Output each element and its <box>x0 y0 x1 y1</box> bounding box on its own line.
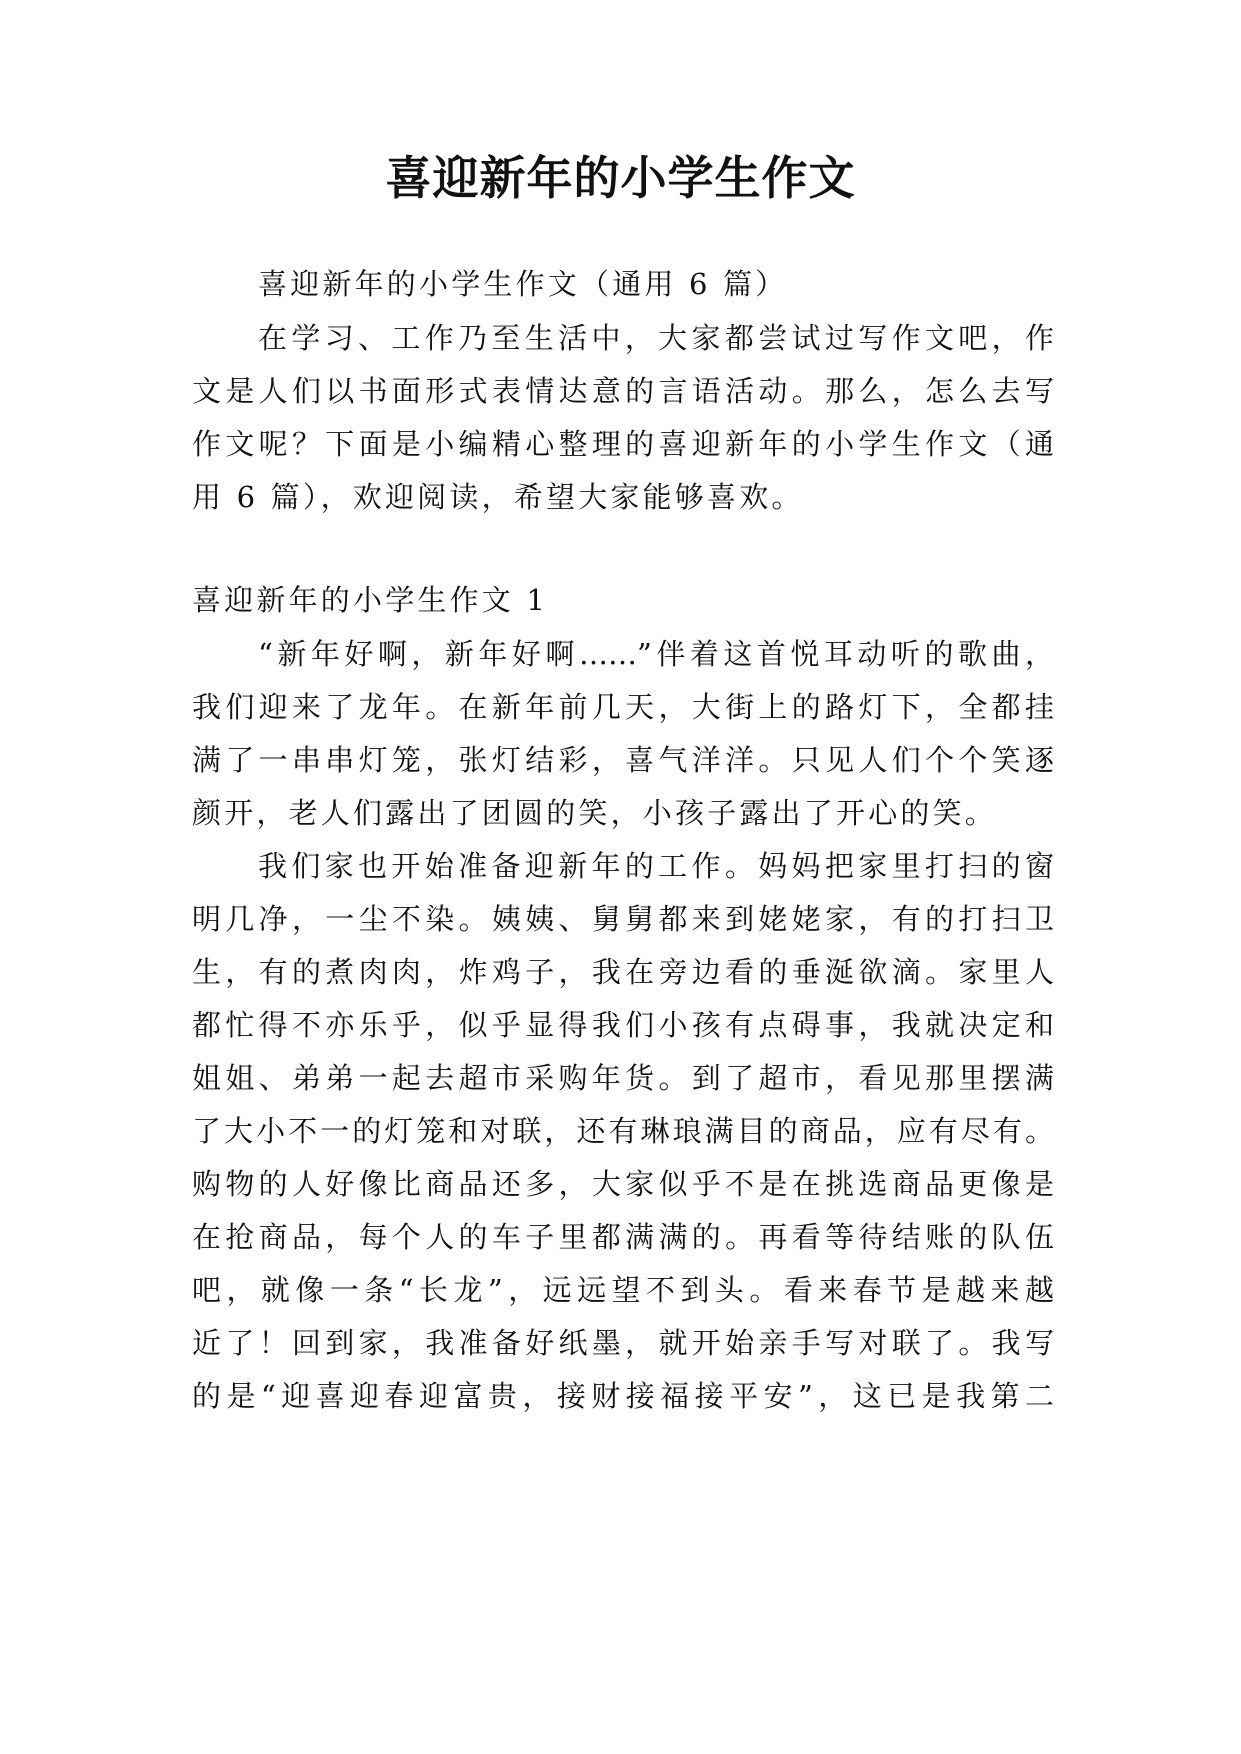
paragraph-line: 在抢商品，每个人的车子里都满满的。再看等待结账的队伍 <box>192 1220 1054 1254</box>
paragraph-line: 购物的人好像比商品还多，大家似乎不是在挑选商品更像是 <box>192 1167 1054 1201</box>
document-title: 喜迎新年的小学生作文 <box>385 151 856 205</box>
paragraph-line: “新年好啊，新年好啊……”伴着这首悦耳动听的歌曲， <box>258 637 1054 671</box>
intro-line: 作文呢？下面是小编精心整理的喜迎新年的小学生作文（通 <box>192 427 1054 461</box>
paragraph-line: 姐姐、弟弟一起去超市采购年货。到了超市，看见那里摆满 <box>192 1061 1054 1095</box>
paragraph-line: 颜开，老人们露出了团圆的笑，小孩子露出了开心的笑。 <box>192 796 998 830</box>
paragraph-line: 我们家也开始准备迎新年的工作。妈妈把家里打扫的窗 <box>258 849 1054 883</box>
paragraph-line: 生，有的煮肉肉，炸鸡子，我在旁边看的垂涎欲滴。家里人 <box>192 955 1054 989</box>
intro-line: 用 6 篇），欢迎阅读，希望大家能够喜欢。 <box>192 480 804 514</box>
paragraph-line: 近了！回到家，我准备好纸墨，就开始亲手写对联了。我写 <box>192 1326 1054 1360</box>
paragraph-line: 的是“迎喜迎春迎富贵，接财接福接平安”，这已是我第二 <box>192 1379 1054 1413</box>
paragraph-line: 明几净，一尘不染。姨姨、舅舅都来到姥姥家，有的打扫卫 <box>192 902 1054 936</box>
paragraph-line: 吧，就像一条“长龙”，远远望不到头。看来春节是越来越 <box>192 1273 1054 1307</box>
paragraph-line: 都忙得不亦乐乎，似乎显得我们小孩有点碍事，我就决定和 <box>192 1008 1054 1042</box>
intro-line: 文是人们以书面形式表情达意的言语活动。那么，怎么去写 <box>192 374 1054 408</box>
intro-line: 在学习、工作乃至生活中，大家都尝试过写作文吧，作 <box>258 321 1054 355</box>
subtitle: 喜迎新年的小学生作文（通用 6 篇） <box>258 267 788 301</box>
section-heading: 喜迎新年的小学生作文 1 <box>192 583 549 617</box>
paragraph-line: 满了一串串灯笼，张灯结彩，喜气洋洋。只见人们个个笑逐 <box>192 743 1054 777</box>
paragraph-line: 我们迎来了龙年。在新年前几天，大街上的路灯下，全都挂 <box>192 690 1054 724</box>
paragraph-line: 了大小不一的灯笼和对联，还有琳琅满目的商品，应有尽有。 <box>192 1114 1054 1148</box>
